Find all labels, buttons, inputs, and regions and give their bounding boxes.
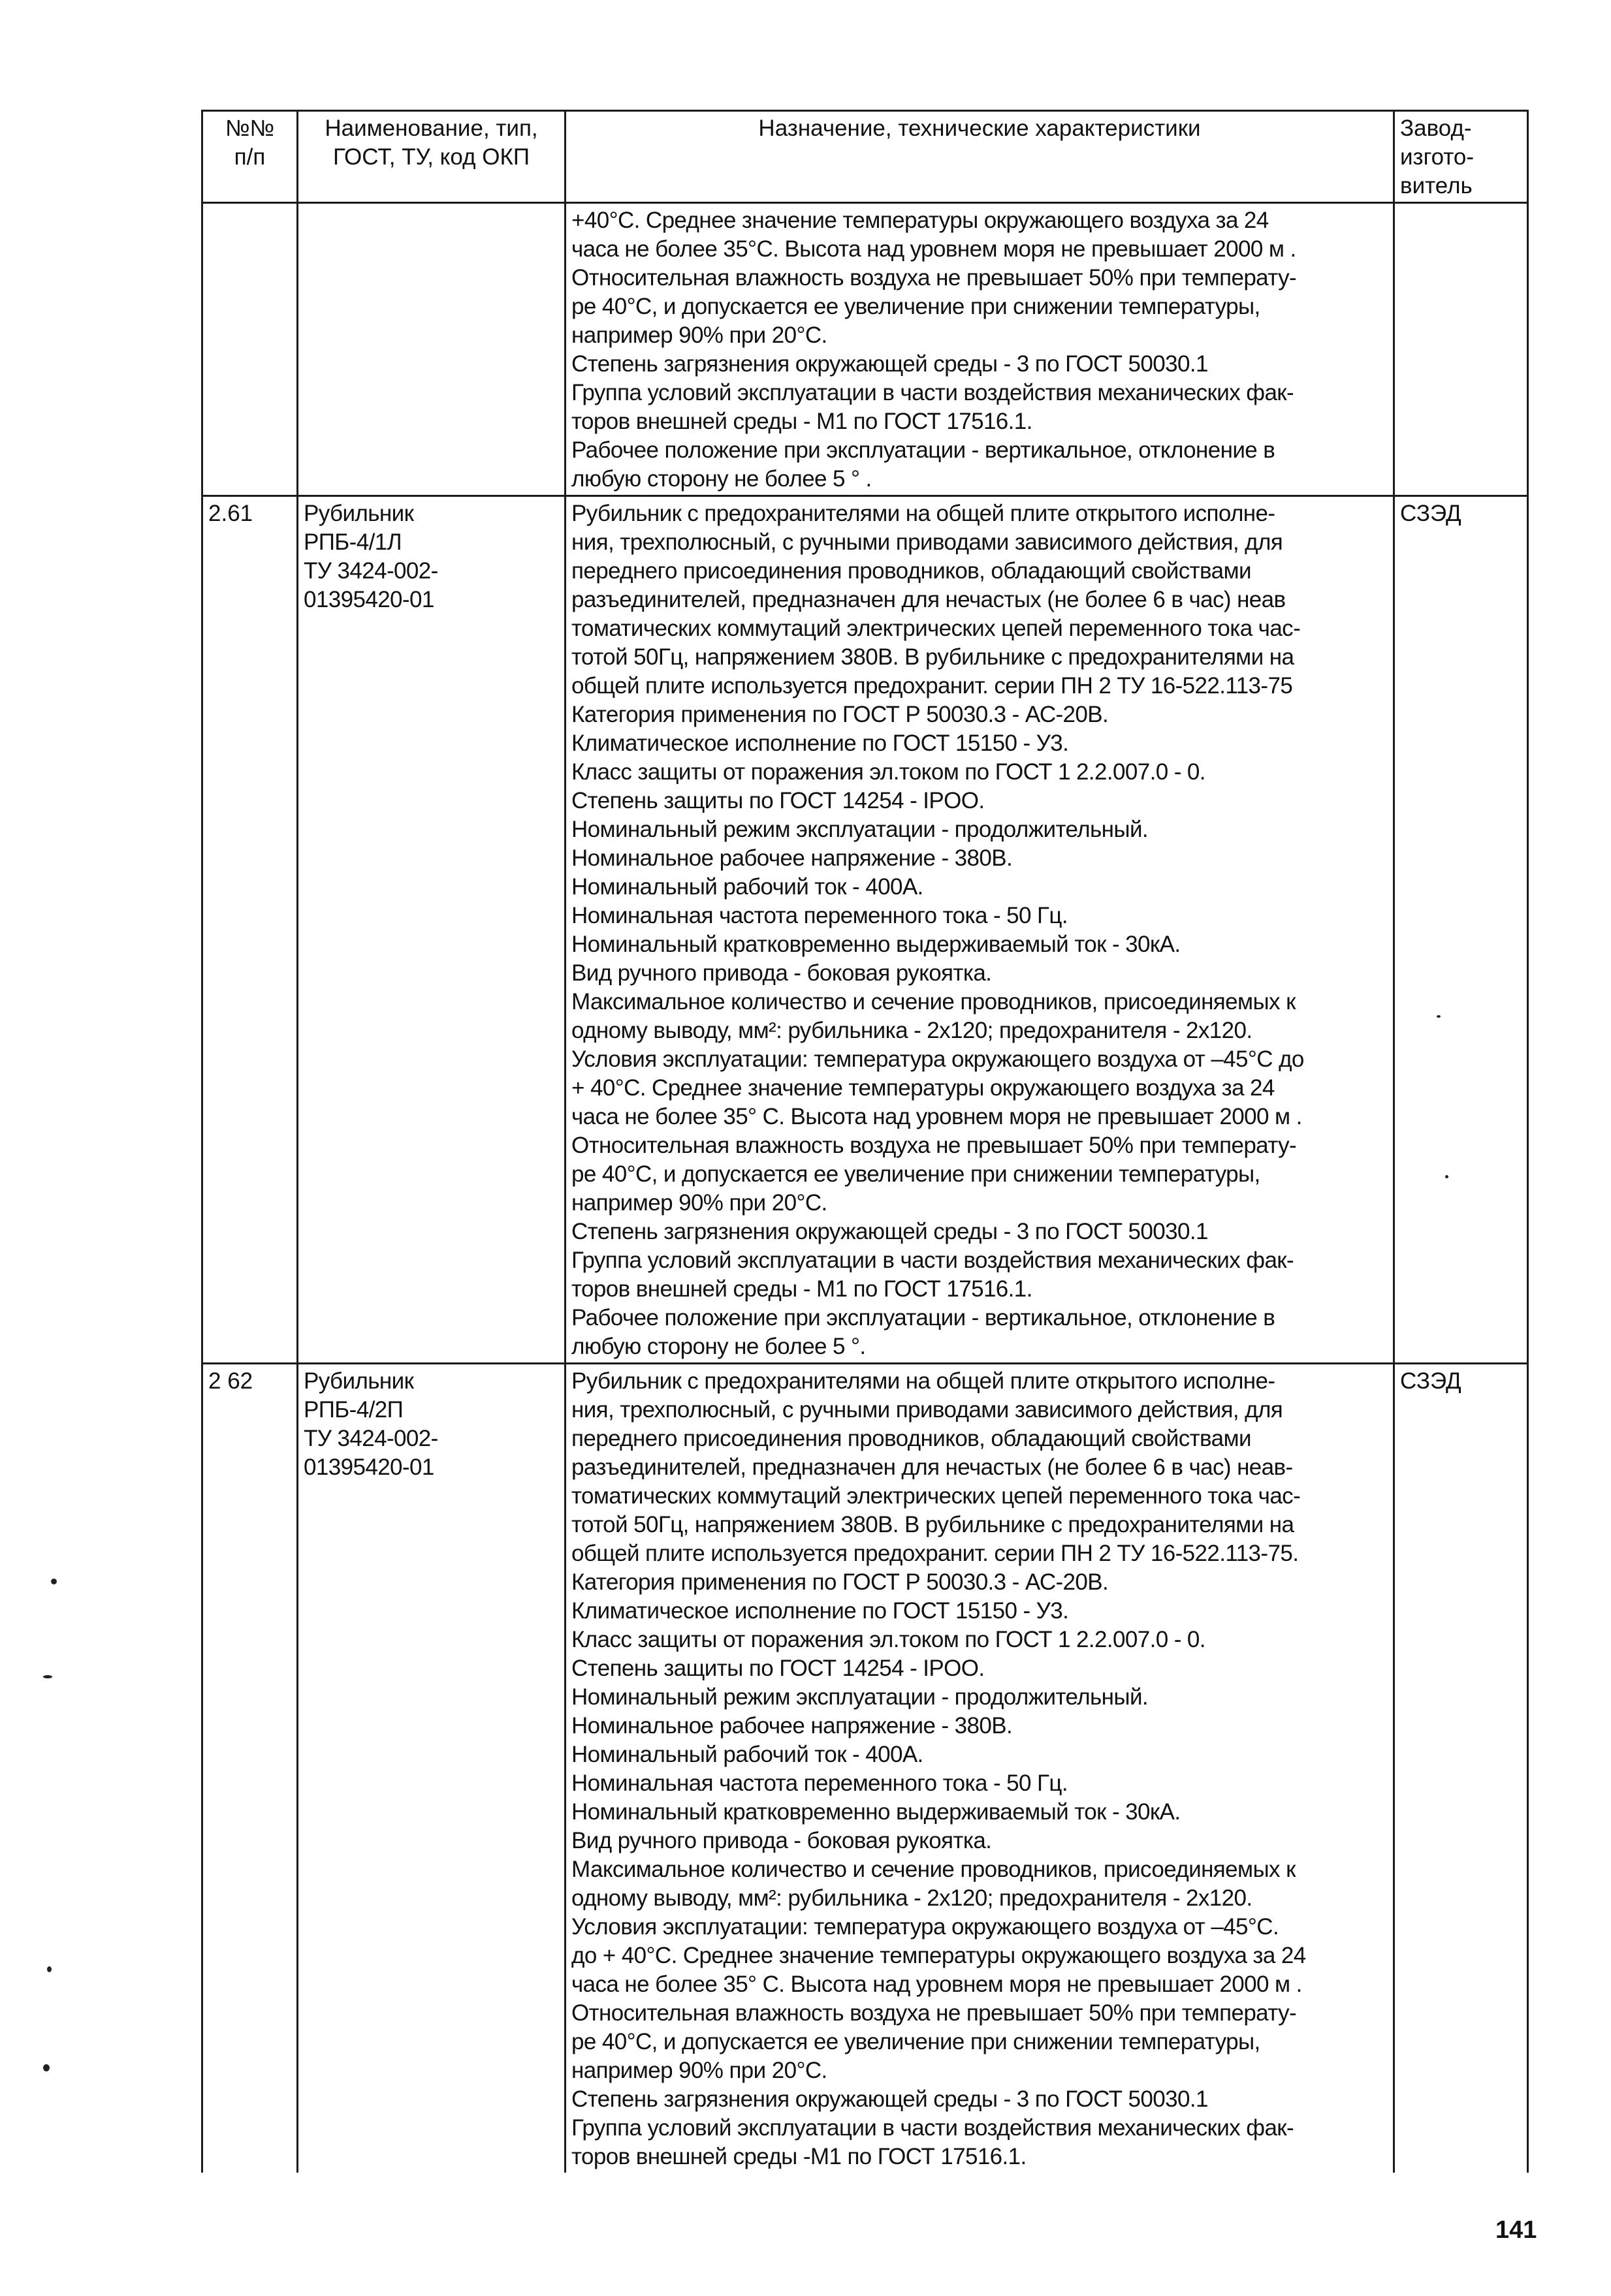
header-maker-line: витель [1400, 173, 1473, 198]
header-maker-line: Завод- [1400, 116, 1472, 141]
description-line: Максимальное количество и сечение проводников, присоединяемых к [571, 989, 1296, 1014]
item-manufacturer [1394, 203, 1528, 496]
item-name-line: 01395420-01 [304, 1455, 434, 1480]
description-line: часа не более 35°С. Высота над уровнем моря не превышает 2000 м . [571, 236, 1296, 262]
description-line: тотой 50Гц, напряжением 380В. В рубильнике с предохранителями на [571, 644, 1294, 670]
table-body [202, 203, 1528, 2173]
description-line: ния, трехполюсный, с ручными приводами зависимого действия, для [571, 1397, 1283, 1423]
table-row [202, 496, 1528, 1364]
description-line: Рубильник с предохранителями на общей плите открытого исполне- [571, 501, 1275, 526]
scan-speck [1437, 1015, 1441, 1018]
description-line: тотой 50Гц, напряжением 380В. В рубильнике с предохранителями на [571, 1512, 1294, 1537]
description-line: общей плите используется предохранит. серии ПН 2 ТУ 16-522.113-75 [571, 673, 1293, 699]
description-line: Относительная влажность воздуха не превышает 50% при температу- [571, 1133, 1297, 1158]
description-line: Климатическое исполнение по ГОСТ 15150 - У3. [571, 731, 1069, 756]
scan-speck [43, 1675, 52, 1678]
header-num [202, 111, 298, 203]
description-line: любую сторону не более 5 ° . [571, 466, 872, 492]
scan-speck [43, 2064, 50, 2071]
header-num-line: №№ [225, 116, 275, 141]
description-line: Степень загрязнения окружающей среды - 3 по ГОСТ 50030.1 [571, 2086, 1208, 2112]
item-name-cell [298, 203, 566, 496]
table-header-row [202, 111, 1528, 203]
item-number [202, 203, 298, 496]
item-name-line: РПБ-4/1Л [304, 529, 402, 555]
description-line: Группа условий эксплуатации в части воздействия механических фак- [571, 380, 1294, 405]
spec-table [201, 110, 1527, 2173]
description-line: Группа условий эксплуатации в части воздействия механических фак- [571, 1248, 1294, 1273]
description-line: разъединителей, предназначен для нечастых (не более 6 в час) неав [571, 587, 1286, 612]
description-line: + 40°С. Среднее значение температуры окружающего воздуха за 24 [571, 1075, 1275, 1101]
description-line: Категория применения по ГОСТ Р 50030.3 - АС-20В. [571, 702, 1109, 727]
description-line: +40°С. Среднее значение температуры окружающего воздуха за 24 [571, 208, 1269, 233]
description-line: ния, трехполюсный, с ручными приводами зависимого действия, для [571, 529, 1283, 555]
header-purpose [566, 111, 1394, 203]
description-line: ре 40°С, и допускается ее увеличение при снижении температуры, [571, 2029, 1260, 2054]
description-line: любую сторону не более 5 °. [571, 1334, 866, 1359]
description-line: ре 40°С, и допускается ее увеличение при снижении температуры, [571, 294, 1260, 319]
description-line: до + 40°С. Среднее значение температуры окружающего воздуха за 24 [571, 1943, 1306, 1968]
item-description-cell [566, 496, 1394, 1364]
description-line: торов внешней среды - М1 по ГОСТ 17516.1. [571, 1276, 1032, 1302]
description-line: ре 40°С, и допускается ее увеличение при снижении температуры, [571, 1161, 1260, 1187]
description-line: Рубильник с предохранителями на общей плите открытого исполне- [571, 1368, 1275, 1394]
description-line: томатических коммутаций электрических цепей переменного тока час- [571, 616, 1301, 641]
scan-speck [1445, 1175, 1448, 1178]
description-line: Условия эксплуатации: температура окружающего воздуха от –45°С до [571, 1046, 1304, 1072]
description-line: торов внешней среды -М1 по ГОСТ 17516.1. [571, 2144, 1027, 2169]
description-line: торов внешней среды - М1 по ГОСТ 17516.1. [571, 409, 1032, 434]
item-name-line: РПБ-4/2П [304, 1397, 404, 1423]
scan-speck [51, 1579, 57, 1584]
description-line: Рабочее положение при эксплуатации - вертикальное, отклонение в [571, 1305, 1275, 1330]
description-line: Вид ручного привода - боковая рукоятка. [571, 1828, 992, 1853]
header-name [298, 111, 566, 203]
description-line: Относительная влажность воздуха не превышает 50% при температу- [571, 265, 1297, 291]
description-line: разъединителей, предназначен для нечастых (не более 6 в час) неав- [571, 1455, 1293, 1480]
description-line: Группа условий эксплуатации в части воздействия механических фак- [571, 2115, 1294, 2141]
header-name-line: ГОСТ, ТУ, код ОКП [332, 144, 530, 170]
description-line: переднего присоединения проводников, обладающий свойствами [571, 1426, 1251, 1451]
item-name-line: Рубильник [304, 501, 414, 526]
item-name-cell [298, 1364, 566, 2173]
description-line: например 90% при 20°С. [571, 322, 827, 348]
description-line: Степень загрязнения окружающей среды - 3 по ГОСТ 50030.1 [571, 1219, 1208, 1244]
item-number: 2.61 [202, 496, 298, 1364]
item-manufacturer: СЗЭД [1394, 496, 1528, 1364]
description-line: Номинальное рабочее напряжение - 380В. [571, 1713, 1013, 1738]
description-line: Условия эксплуатации: температура окружающего воздуха от –45°С. [571, 1914, 1279, 1940]
header-name-line: Наименование, тип, [325, 116, 538, 141]
description-line: часа не более 35° С. Высота над уровнем моря не превышает 2000 м . [571, 1972, 1302, 1997]
description-line: Климатическое исполнение по ГОСТ 15150 - У3. [571, 1598, 1069, 1624]
description-line: часа не более 35° С. Высота над уровнем моря не превышает 2000 м . [571, 1104, 1302, 1129]
description-line: томатических коммутаций электрических цепей переменного тока час- [571, 1483, 1301, 1509]
description-line: Номинальный кратковременно выдерживаемый ток - 30кА. [571, 932, 1181, 957]
description-line: одному выводу, мм²: рубильника - 2х120; предохранителя - 2х120. [571, 1885, 1252, 1911]
table-row [202, 203, 1528, 496]
item-name-line: ТУ 3424-002- [304, 1426, 438, 1451]
description-line: Класс защиты от поражения эл.током по ГОСТ 1 2.2.007.0 - 0. [571, 1627, 1205, 1652]
description-line: Максимальное количество и сечение проводников, присоединяемых к [571, 1857, 1296, 1882]
description-line: Номинальный режим эксплуатации - продолжительный. [571, 1684, 1149, 1710]
description-line: например 90% при 20°С. [571, 2058, 827, 2083]
item-description-cell [566, 203, 1394, 496]
description-line: общей плите используется предохранит. серии ПН 2 ТУ 16-522.113-75. [571, 1541, 1299, 1566]
description-line: Номинальный режим эксплуатации - продолжительный. [571, 817, 1149, 842]
header-maker-line: изгото- [1400, 144, 1475, 170]
description-line: Относительная влажность воздуха не превышает 50% при температу- [571, 2000, 1297, 2026]
page-number: 141 [1495, 2216, 1537, 2244]
description-line: Номинальный кратковременно выдерживаемый ток - 30кА. [571, 1799, 1181, 1825]
description-line: Степень защиты по ГОСТ 14254 - IPОО. [571, 1656, 985, 1681]
description-line: Степень загрязнения окружающей среды - 3 по ГОСТ 50030.1 [571, 351, 1208, 377]
item-name-line: 01395420-01 [304, 587, 434, 612]
description-line: переднего присоединения проводников, обладающий свойствами [571, 558, 1251, 584]
header-num-line: п/п [234, 144, 266, 170]
description-line: Категория применения по ГОСТ Р 50030.3 - АС-20В. [571, 1569, 1109, 1595]
description-line: одному выводу, мм²: рубильника - 2х120; предохранителя - 2х120. [571, 1018, 1252, 1043]
description-line: например 90% при 20°С. [571, 1190, 827, 1216]
item-name-line: ТУ 3424-002- [304, 558, 438, 584]
description-line: Номинальная частота переменного тока - 50 Гц. [571, 903, 1068, 928]
header-maker [1394, 111, 1528, 203]
item-number: 2 62 [202, 1364, 298, 2173]
description-line: Класс защиты от поражения эл.током по ГОСТ 1 2.2.007.0 - 0. [571, 759, 1205, 785]
item-manufacturer: СЗЭД [1394, 1364, 1528, 2173]
description-line: Номинальный рабочий ток - 400А. [571, 1742, 923, 1767]
description-line: Номинальное рабочее напряжение - 380В. [571, 845, 1013, 871]
description-line: Номинальный рабочий ток - 400А. [571, 874, 923, 900]
description-line: Рабочее положение при эксплуатации - вертикальное, отклонение в [571, 437, 1275, 463]
item-name-line: Рубильник [304, 1368, 414, 1394]
description-line: Вид ручного привода - боковая рукоятка. [571, 960, 992, 986]
scan-speck [47, 1966, 52, 1972]
description-line: Степень защиты по ГОСТ 14254 - IPОО. [571, 788, 985, 813]
header-purpose-line: Назначение, технические характеристики [758, 116, 1201, 141]
description-line: Номинальная частота переменного тока - 50 Гц. [571, 1770, 1068, 1796]
table-row [202, 1364, 1528, 2173]
item-name-cell [298, 496, 566, 1364]
item-description-cell [566, 1364, 1394, 2173]
